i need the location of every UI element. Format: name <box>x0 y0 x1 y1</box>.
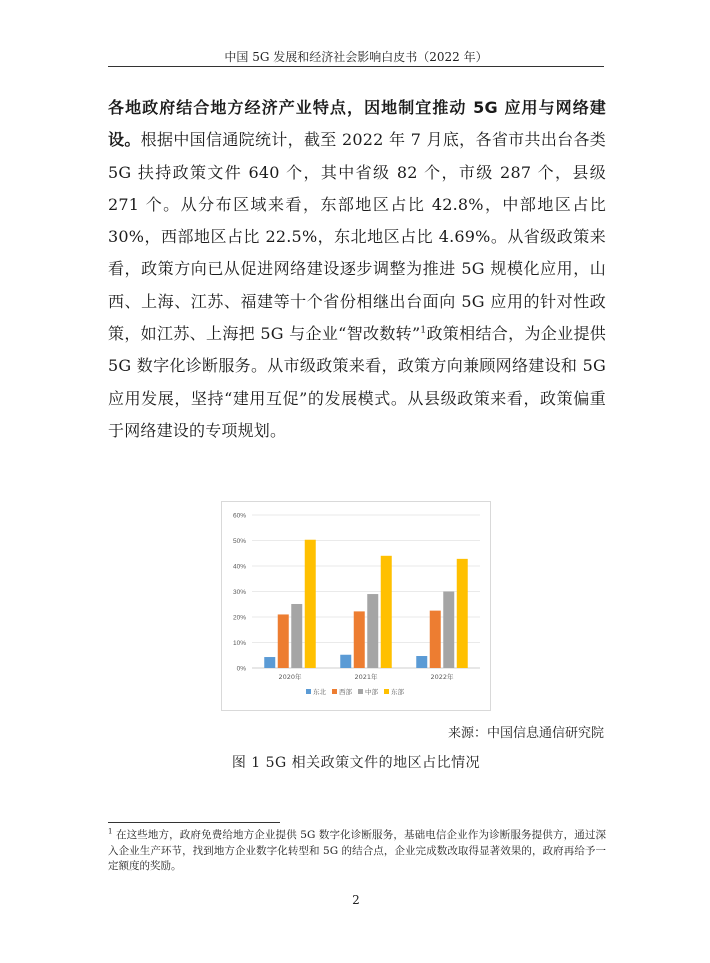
bar <box>278 614 289 668</box>
x-tick-label: 2020年 <box>278 673 302 681</box>
y-tick-label: 0% <box>236 665 246 673</box>
footnote-mark: 1 <box>108 827 113 836</box>
legend-swatch <box>306 689 311 694</box>
legend-swatch <box>384 689 389 694</box>
bar <box>264 657 275 668</box>
y-tick-label: 30% <box>232 589 246 596</box>
running-header: 中国 5G 发展和经济社会影响白皮书（2022 年） <box>224 50 488 64</box>
legend-swatch <box>332 689 337 694</box>
body-paragraph <box>108 92 606 447</box>
y-tick-label: 50% <box>232 538 246 545</box>
bar-chart <box>221 501 491 711</box>
bar <box>430 611 441 668</box>
chart-canvas <box>222 502 490 710</box>
x-tick-label: 2022年 <box>430 673 454 681</box>
legend-label: 东北 <box>313 688 326 696</box>
bar <box>305 540 316 668</box>
paragraph-text-1: 根据中国信通院统计，截至 2022 年 7 月底，各省市共出台各类 5G 扶持政策文件 640 个，其中省级 82 个，市级 287 个，县级 271 个。从分布区域来看，东部地区占比 42.8%，中部地区占比 30%，西部地区占比 22.5%，东北地区占比 4.69%。从省级政策来看，政策方向已从促进网络建设逐步调整为推进 5G 规模化应用，山西、上海、江苏、福建等十个省份相继出台面向 5G 应用的针对性政策，如江苏、上海把 5G 与企业“智改数转” <box>108 130 607 344</box>
footnote <box>108 828 606 875</box>
footnote-divider <box>108 822 280 823</box>
bar <box>340 655 351 668</box>
paragraph-lead: 各地政府结合地方经济产业特点，因地制宜推动 5G 应用与网络建设。 <box>108 98 606 150</box>
y-tick-label: 10% <box>232 640 246 647</box>
legend-label: 东部 <box>391 688 404 696</box>
header-divider <box>108 66 604 67</box>
y-tick-label: 20% <box>232 614 246 622</box>
footnote-reference[interactable]: 1 <box>420 325 427 336</box>
bar <box>457 559 468 668</box>
figure-source: 来源：中国信息通信研究院 <box>447 726 604 741</box>
footnote-text: 在这些地方，政府免费给地方企业提供 5G 数字化诊断服务，基础电信企业作为诊断服务提供方，通过深入企业生产环节，找到地方企业数字化转型和 5G 的结合点，企业完成数改取得显著效果的，政府再给予一定额度的奖励。 <box>108 829 606 872</box>
page-number: 2 <box>352 893 360 907</box>
bar <box>354 611 365 668</box>
bar <box>443 592 454 669</box>
legend-swatch <box>358 689 363 694</box>
bar <box>416 656 427 668</box>
x-tick-label: 2021年 <box>354 673 378 681</box>
figure-caption: 图 1 5G 相关政策文件的地区占比情况 <box>231 755 481 771</box>
bar <box>291 604 302 668</box>
y-tick-label: 40% <box>232 563 246 571</box>
legend-label: 中部 <box>365 688 378 696</box>
bar <box>381 556 392 668</box>
legend-label: 西部 <box>339 688 352 696</box>
paragraph-text-2: 政策相结合，为企业提供 5G 数字化诊断服务。从市级政策来看，政策方向兼顾网络建设和 5G 应用发展，坚持“建用互促”的发展模式。从县级政策来看，政策偏重于网络建设的专项规划。 <box>108 324 606 440</box>
bar <box>367 594 378 668</box>
y-tick-label: 60% <box>232 512 246 520</box>
